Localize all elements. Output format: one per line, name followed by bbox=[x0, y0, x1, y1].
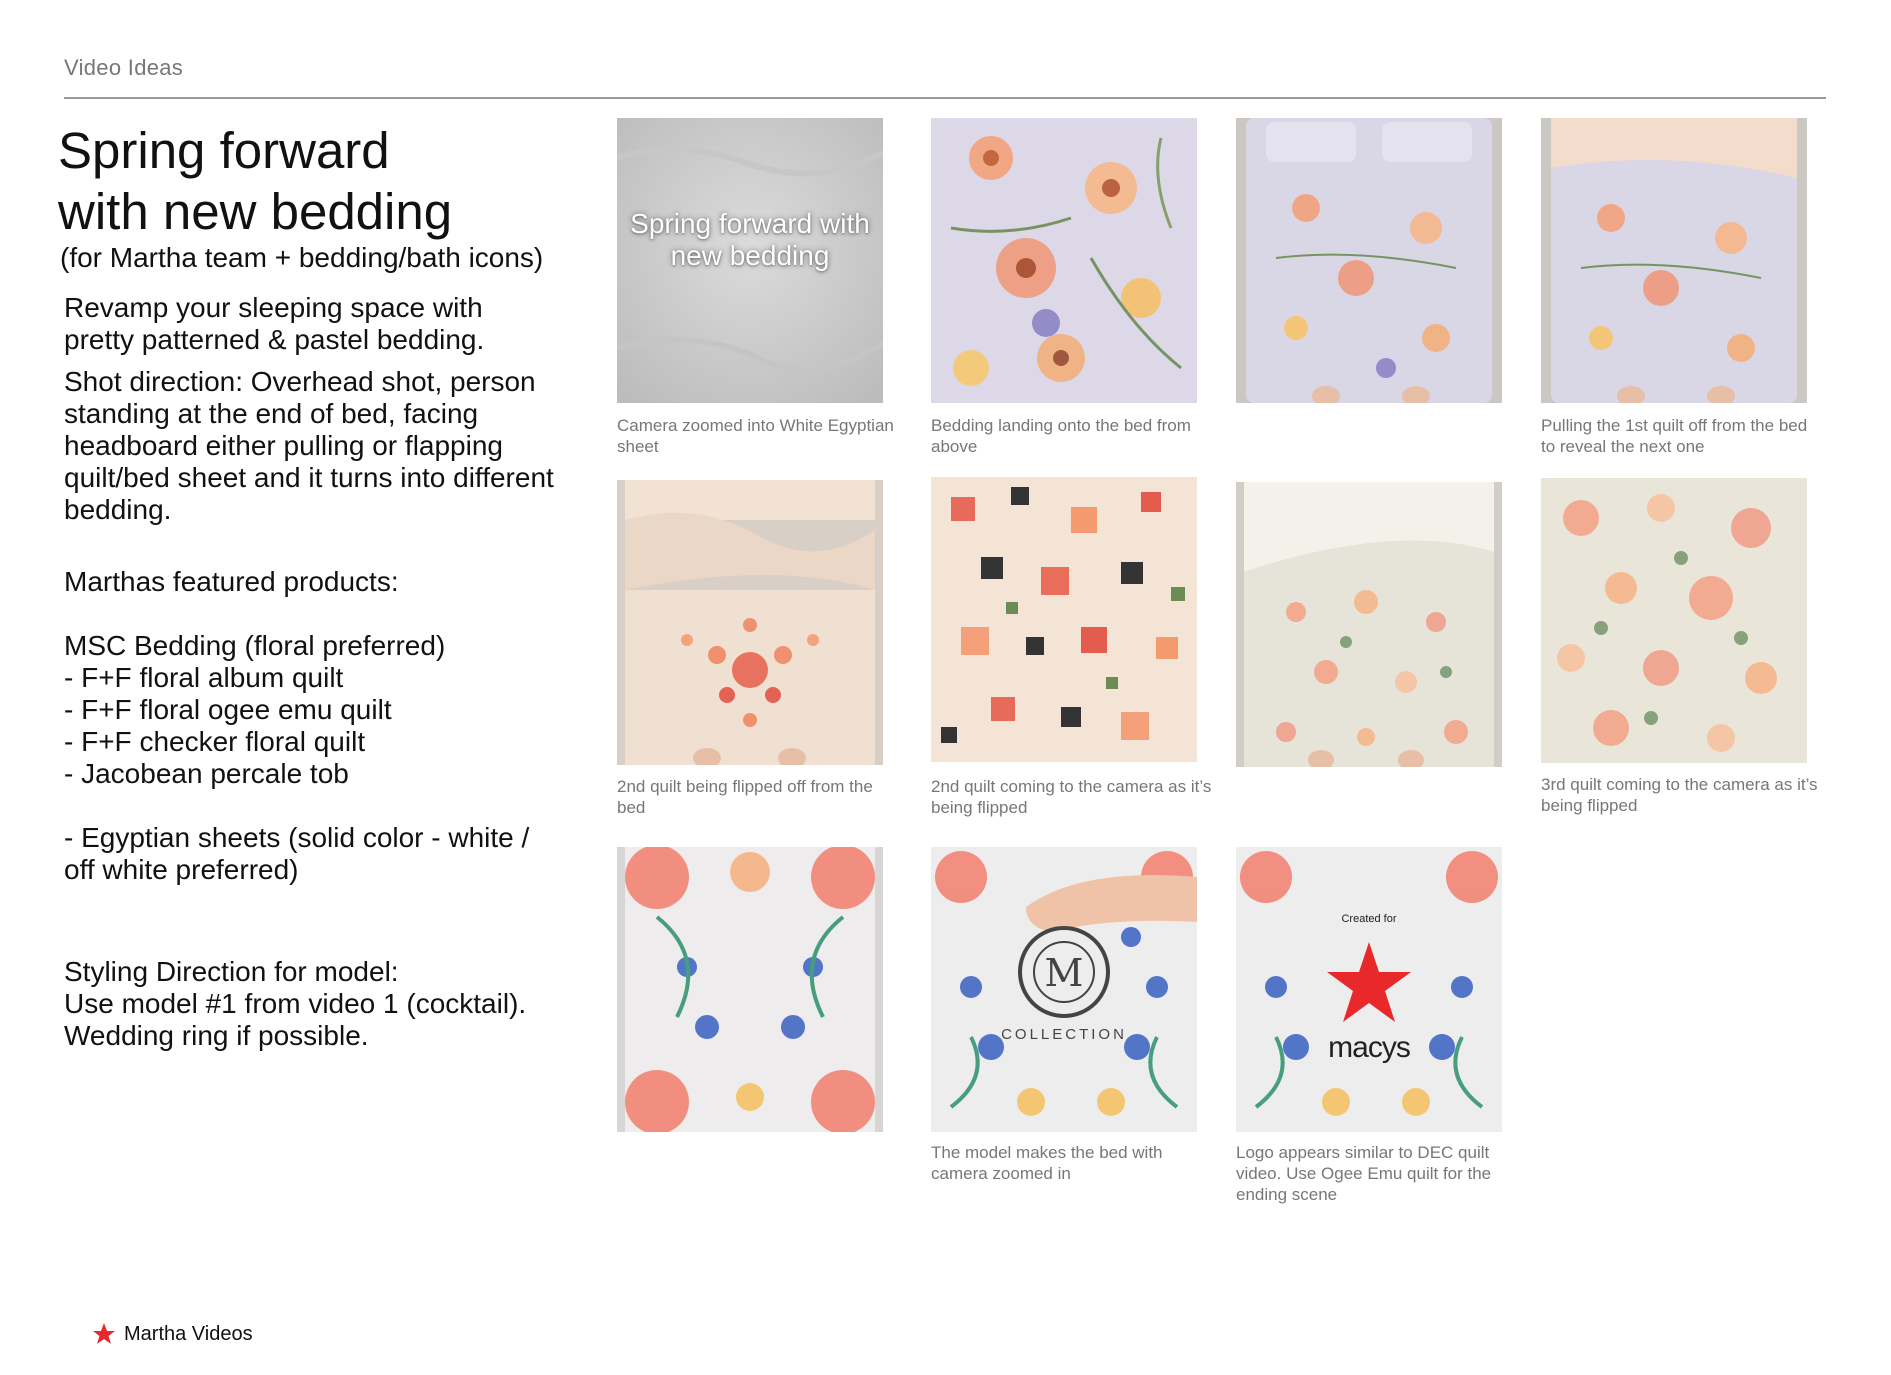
tile-second-quilt-flip bbox=[617, 480, 883, 765]
macys-logo-image bbox=[1236, 847, 1502, 1132]
featured-heading: Marthas featured products: bbox=[64, 566, 399, 597]
logo-letter: M bbox=[1044, 951, 1084, 995]
tile-model-makes-bed bbox=[931, 847, 1197, 1132]
tile-caption: 2nd quilt coming to the camera as it’s being flipped bbox=[931, 777, 1212, 817]
left-text-column bbox=[58, 120, 558, 1052]
page-title bbox=[58, 120, 558, 242]
styling-heading: Styling Direction for model: bbox=[64, 956, 399, 987]
tile-ogee-quilt bbox=[617, 847, 883, 1132]
tile-caption: 3rd quilt coming to the camera as it’s being flipped bbox=[1541, 775, 1818, 815]
tile-white-sheet bbox=[617, 118, 883, 403]
logo-credit-text: Created for bbox=[1341, 913, 1397, 925]
title-line-2: with new bedding bbox=[58, 183, 453, 240]
list-item: - Jacobean percale tob bbox=[64, 758, 349, 789]
tile-bedding-landing bbox=[931, 118, 1197, 403]
tile-caption: 2nd quilt being flipped off from the bed bbox=[617, 777, 873, 817]
floral-quilt-image bbox=[931, 118, 1197, 403]
styling-body: Use model #1 from video 1 (cocktail). Wedding ring if possible. bbox=[64, 988, 527, 1051]
tile-pulling-quilt bbox=[1541, 118, 1807, 403]
floral-bed-image bbox=[1236, 118, 1502, 403]
title-line-1: Spring forward bbox=[58, 122, 390, 179]
list-item: - F+F floral ogee emu quilt bbox=[64, 694, 392, 725]
section-label: Video Ideas bbox=[64, 55, 184, 80]
tile-caption: The model makes the bed with camera zoomed in bbox=[931, 1143, 1163, 1183]
tile-caption: Bedding landing onto the bed from above bbox=[931, 416, 1191, 456]
logo-wordmark: macys bbox=[1328, 1031, 1410, 1064]
tile-caption: Camera zoomed into White Egyptian sheet bbox=[617, 416, 894, 456]
tile-caption: Logo appears similar to DEC quilt video. Use Ogee Emu quilt for the ending scene bbox=[1236, 1143, 1492, 1204]
egyptian-sheets-note: - Egyptian sheets (solid color - white / off white preferred) bbox=[64, 822, 530, 885]
list-item: - F+F checker floral quilt bbox=[64, 726, 366, 757]
footer bbox=[92, 1322, 253, 1346]
floral-quilt-image bbox=[617, 847, 883, 1132]
revamp-paragraph: Revamp your sleeping space with pretty patterned & pastel bedding. bbox=[64, 292, 485, 355]
tile-caption: Pulling the 1st quilt off from the bed to reveal the next one bbox=[1541, 416, 1808, 456]
tile-macys-logo bbox=[1236, 847, 1502, 1132]
floral-bed-image bbox=[1541, 118, 1807, 403]
tile-overlay-text: Spring forward with new bedding bbox=[630, 208, 870, 271]
shot-direction-paragraph: Shot direction: Overhead shot, person standing at the end of bed, facing headboard either pulling or flapping quilt/bed sheet and it turns into different bedding. bbox=[64, 366, 554, 525]
floral-bed-image bbox=[1236, 482, 1502, 767]
tile-checker-floral bbox=[931, 477, 1197, 762]
logo-collection-text: COLLECTION bbox=[1001, 1026, 1127, 1043]
floral-quilt-image bbox=[617, 480, 883, 765]
list-item: - F+F floral album quilt bbox=[64, 662, 344, 693]
tile-bed-overhead bbox=[1236, 118, 1502, 403]
page-subtitle: (for Martha team + bedding/bath icons) bbox=[60, 242, 544, 273]
checker-floral-image bbox=[931, 477, 1197, 762]
header-divider bbox=[64, 97, 1826, 99]
tile-third-quilt-closeup bbox=[1541, 478, 1807, 763]
footer-label: Martha Videos bbox=[124, 1322, 253, 1345]
msc-heading: MSC Bedding (floral preferred) bbox=[64, 630, 446, 661]
floral-quilt-image bbox=[1541, 478, 1807, 763]
tile-third-quilt-bed bbox=[1236, 482, 1502, 767]
star-icon bbox=[92, 1322, 116, 1346]
msc-list bbox=[64, 662, 558, 790]
martha-stewart-logo-image bbox=[931, 847, 1197, 1132]
